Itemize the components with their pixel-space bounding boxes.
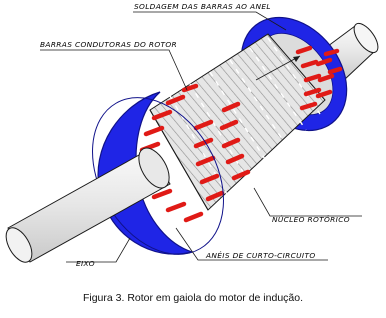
label-nucleo: NÚCLEO ROTÓRICO — [272, 215, 350, 224]
leader-nucleo — [254, 188, 362, 216]
label-barras: BARRAS CONDUTORAS DO ROTOR — [40, 40, 178, 49]
label-aneis: ANÉIS DE CURTO-CIRCUITO — [206, 251, 316, 260]
figure-caption: Figura 3. Rotor em gaiola do motor de indução. — [82, 292, 304, 304]
label-soldagem: SOLDAGEM DAS BARRAS AO ANEL — [134, 2, 271, 11]
label-eixo: EIXO — [76, 259, 95, 268]
leader-barras — [40, 50, 187, 90]
